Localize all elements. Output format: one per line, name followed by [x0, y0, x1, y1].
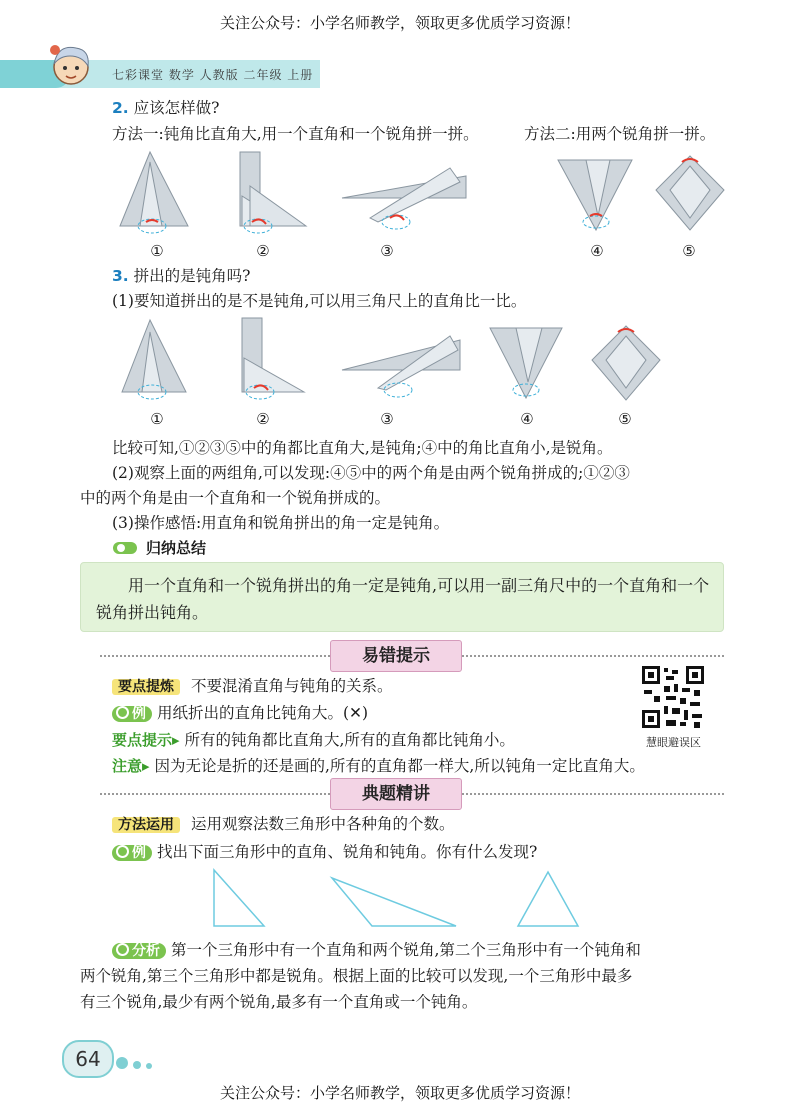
summary-heading: 归纳总结 — [146, 539, 207, 557]
q3-label-4: ④ — [520, 410, 534, 428]
q3-label-2: ② — [256, 410, 270, 428]
divider-right-2 — [462, 793, 724, 795]
q3-label-5: ⑤ — [618, 410, 632, 428]
divider-left — [100, 655, 330, 657]
mistake-key-row — [112, 676, 392, 697]
example-text: 用纸折出的直角比钝角大。(✕) — [156, 704, 369, 722]
note-arrow-icon: ▸ — [142, 757, 150, 775]
q3-figure-4 — [490, 328, 562, 398]
qr-caption: 慧眼避误区 — [646, 736, 701, 749]
q3-label-1: ① — [150, 410, 164, 428]
summary-text: 用一个直角和一个锐角拼出的角一定是钝角,可以用一副三角尺中的一个直角和一个锐角拼出钝角。 — [96, 576, 710, 622]
q3-figure-3 — [342, 336, 460, 397]
note-text: 因为无论是折的还是画的,所有的直角都一样大,所以钝角一定比直角大。 — [154, 757, 645, 775]
analysis-row-1 — [112, 940, 641, 961]
q2-figure-4 — [558, 160, 632, 230]
q2-label-3: ③ — [380, 242, 394, 260]
method-tag: 方法运用 — [112, 817, 180, 833]
q2-title: 应该怎样做? — [133, 99, 220, 117]
typical-example-text: 找出下面三角形中的直角、锐角和钝角。你有什么发现? — [156, 843, 538, 861]
q2-figure-5 — [656, 156, 724, 230]
q2-label-2: ② — [256, 242, 270, 260]
page-number: 64 — [62, 1040, 114, 1078]
q2-label-5: ⑤ — [682, 242, 696, 260]
q3-figure-2 — [242, 318, 304, 399]
example-triangles — [200, 864, 600, 934]
q3-line1: (1)要知道拼出的是不是钝角,可以用三角尺上的直角比一比。 — [112, 292, 527, 310]
typical-method-row — [112, 814, 454, 835]
q2-figure-2 — [240, 152, 306, 233]
q3-illustrations — [110, 312, 670, 404]
q3-line5: (3)操作感悟:用直角和锐角拼出的角一定是钝角。 — [112, 514, 450, 532]
q3-line4: 中的两个角是由一个直角和一个锐角拼成的。 — [80, 489, 391, 507]
method-text: 运用观察法数三角形中各种角的个数。 — [190, 815, 455, 833]
q3-figure-5 — [592, 326, 660, 400]
top-note: 关注公众号：小学名师教学，领取更多优质学习资源！ — [219, 14, 580, 32]
q3-title-row — [112, 266, 250, 286]
tip-label: 要点提示 — [112, 731, 173, 749]
tip-arrow-icon: ▸ — [172, 731, 180, 749]
key-points-tag: 要点提炼 — [112, 679, 180, 695]
summary-icon — [112, 540, 138, 556]
analysis-line-3: 有三个锐角,最少有两个锐角,最多有一个直角或一个钝角。 — [80, 993, 478, 1011]
example-tag: 例 — [112, 706, 152, 722]
typical-example-row — [112, 842, 537, 863]
q3-label-3: ③ — [380, 410, 394, 428]
mistake-tip-row — [112, 730, 515, 750]
divider-right — [462, 655, 724, 657]
analysis-line-1: 第一个三角形中有一个直角和两个锐角,第二个三角形中有一个钝角和 — [170, 941, 641, 959]
mistake-example-row — [112, 703, 368, 724]
triangle-acute — [518, 872, 578, 926]
q2-illustrations — [110, 146, 730, 238]
typical-banner: 典题精讲 — [330, 778, 462, 810]
triangle-right — [214, 870, 264, 926]
page-dots — [116, 1054, 157, 1073]
q3-figure-1 — [122, 320, 186, 399]
q2-label-1: ① — [150, 242, 164, 260]
bottom-note: 关注公众号：小学名师教学，领取更多优质学习资源！ — [219, 1084, 580, 1102]
triangle-obtuse — [332, 878, 456, 926]
qr-code-icon[interactable] — [640, 664, 706, 730]
note-label: 注意 — [112, 757, 143, 775]
q3-title: 拼出的是钝角吗? — [133, 267, 251, 285]
mistake-note-row — [112, 756, 645, 776]
q3-line3: (2)观察上面的两组角,可以发现:④⑤中的两个角是由两个锐角拼成的;①②③ — [112, 464, 630, 482]
q3-number: 3. — [112, 267, 129, 285]
tip-text: 所有的钝角都比直角大,所有的直角都比钝角小。 — [184, 731, 515, 749]
q2-method1: 方法一:钝角比直角大,用一个直角和一个锐角拼一拼。 — [112, 125, 479, 143]
analysis-tag: 分析 — [112, 943, 166, 959]
q3-line2: 比较可知,①②③⑤中的角都比直角大,是钝角;④中的角比直角小,是锐角。 — [112, 439, 613, 457]
q2-method2: 方法二:用两个锐角拼一拼。 — [524, 125, 716, 143]
q2-label-4: ④ — [590, 242, 604, 260]
divider-left-2 — [100, 793, 330, 795]
header-book-info: 七彩课堂 数学 人教版 二年级 上册 — [112, 68, 314, 82]
analysis-line-2: 两个锐角,第三个三角形中都是锐角。根据上面的比较可以发现,一个三角形中最多 — [80, 967, 633, 985]
q2-figure-3 — [342, 168, 466, 229]
q2-title-row — [112, 98, 219, 118]
mascot-icon — [46, 38, 96, 88]
q2-figure-1 — [120, 152, 188, 233]
key-points-text: 不要混淆直角与钝角的关系。 — [190, 677, 393, 695]
q2-number: 2. — [112, 99, 129, 117]
example-tag-2: 例 — [112, 845, 152, 861]
mistake-banner: 易错提示 — [330, 640, 462, 672]
